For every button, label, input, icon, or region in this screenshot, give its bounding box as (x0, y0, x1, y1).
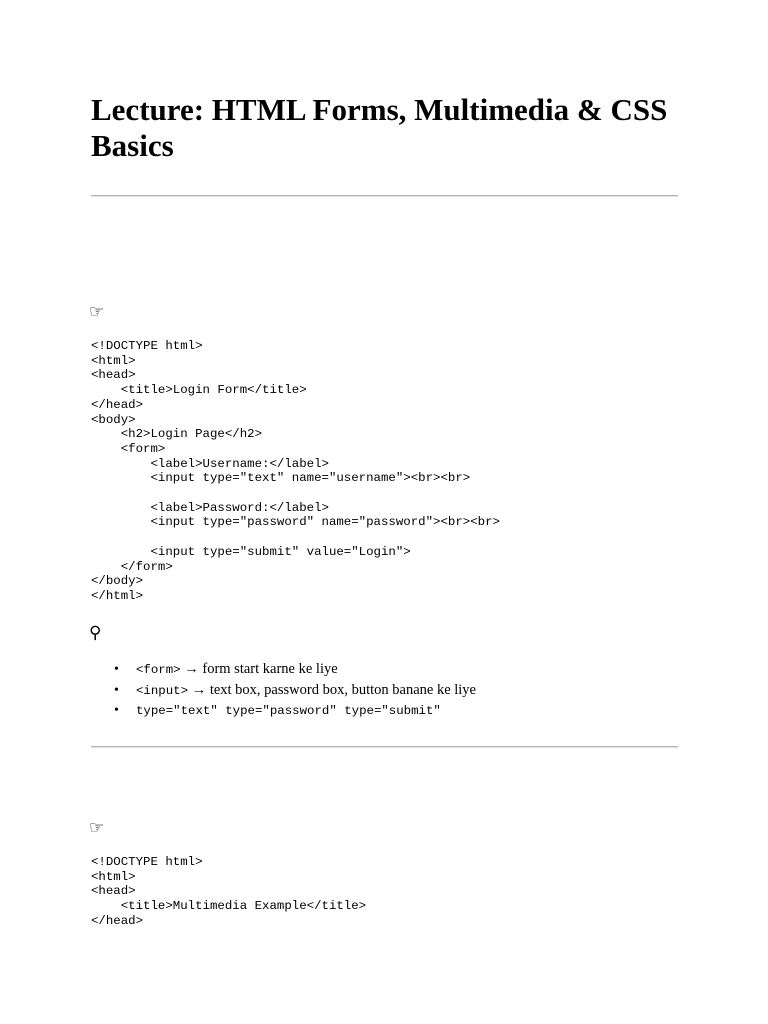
inline-code: type="text" type="password" type="submit" (136, 704, 441, 718)
horizontal-rule (91, 746, 678, 748)
pin-icon: ⚲ (89, 623, 102, 643)
horizontal-rule (91, 195, 678, 197)
note-text: → text box, password box, button banane ke liye (188, 681, 476, 698)
pointing-hand-icon: ☞ (89, 302, 105, 322)
notes-list (91, 660, 476, 722)
list-item (136, 660, 476, 681)
pointing-hand-icon: ☞ (89, 818, 105, 838)
inline-code: <form> (136, 663, 181, 677)
inline-code: <input> (136, 683, 189, 698)
code-block-login-form: <!DOCTYPE html> <html> <head> <title>Login Form</title> </head> <body> <h2>Login Page</h2> <form> <label>Username:</label> <input type="text" name="username"><br><br> <label>Password:</label> <input type="password" name="password"><br><br> <input type="submit" value="Login"> </form> </body> </html> (91, 339, 500, 603)
list-item (136, 681, 476, 702)
list-item (136, 701, 476, 722)
note-text: → form start karne ke liye (180, 661, 338, 677)
page-title: Lecture: HTML Forms, Multimedia & CSS Basics (91, 92, 668, 163)
code-block-multimedia: <!DOCTYPE html> <html> <head> <title>Multimedia Example</title> </head> (91, 855, 367, 928)
